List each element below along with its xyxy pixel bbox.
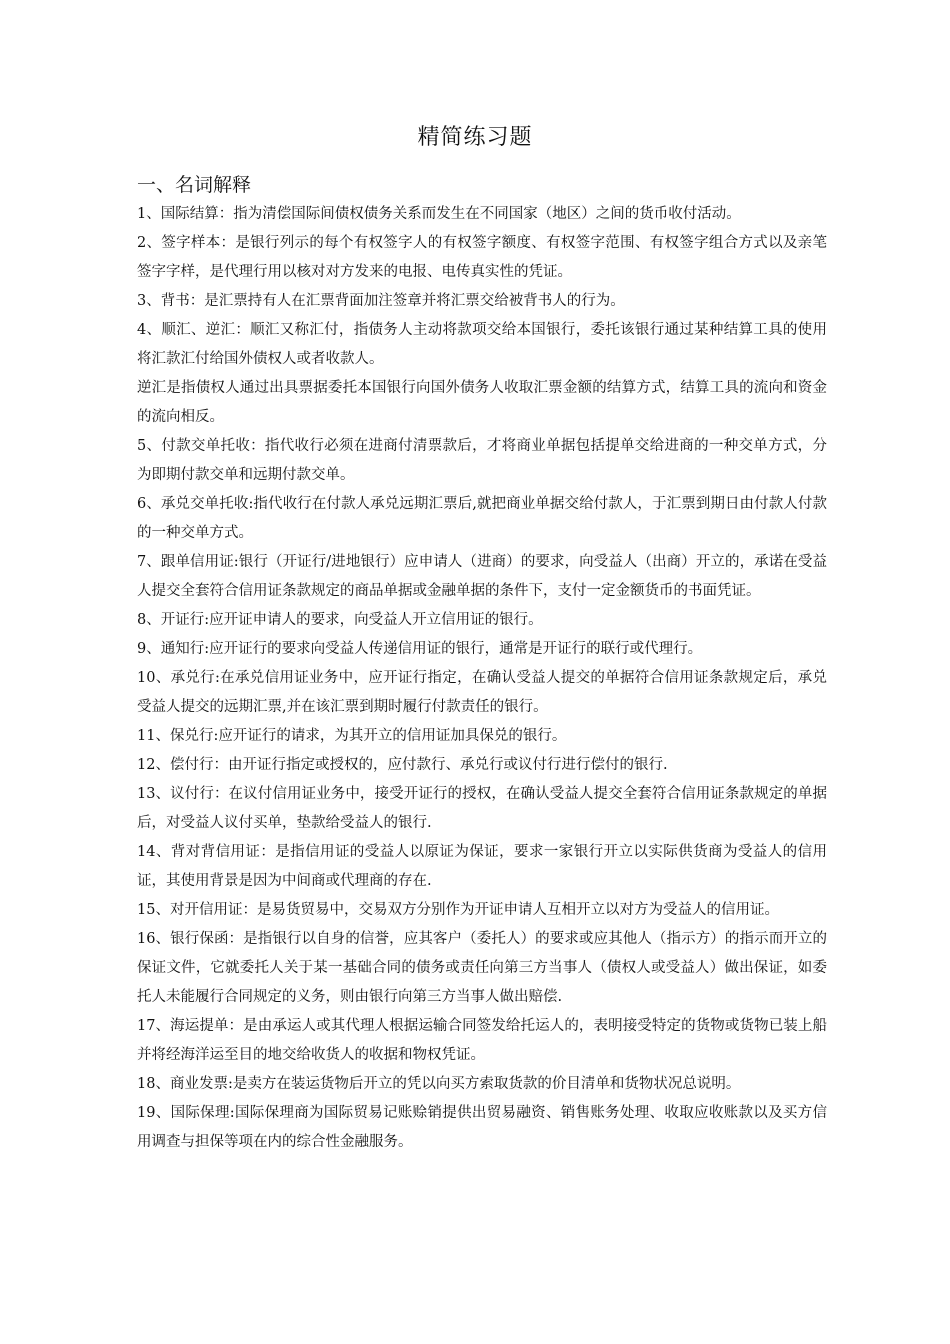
paragraph-10: 10、承兑行:在承兑信用证业务中，应开证行指定，在确认受益人提交的单据符合信用证条款规定后，承兑受益人提交的远期汇票,并在该汇票到期时履行付款责任的银行。	[137, 670, 827, 715]
paragraph-4: 4、顺汇、逆汇：顺汇又称汇付，指债务人主动将款项交给本国银行，委托该银行通过某种结算工具的使用将汇款汇付给国外债权人或者收款人。	[137, 322, 827, 367]
section-heading: 一、名词解释	[137, 174, 252, 196]
paragraph-9: 9、通知行:应开证行的要求向受益人传递信用证的银行，通常是开证行的联行或代理行。	[137, 641, 703, 657]
paragraph-11: 11、保兑行:应开证行的请求，为其开立的信用证加具保兑的银行。	[137, 728, 567, 744]
paragraph-14: 14、背对背信用证：是指信用证的受益人以原证为保证，要求一家银行开立以实际供货商为受益人的信用证，其使用背景是因为中间商或代理商的存在.	[137, 844, 827, 889]
paragraph-6: 6、承兑交单托收:指代收行在付款人承兑远期汇票后,就把商业单据交给付款人，于汇票到期日由付款人付款的一种交单方式。	[137, 496, 827, 541]
page-title: 精简练习题	[417, 125, 533, 150]
paragraph-15: 15、对开信用证：是易货贸易中，交易双方分别作为开证申请人互相开立以对方为受益人的信用证。	[137, 902, 779, 918]
paragraph-7: 7、跟单信用证:银行（开证行/进地银行）应申请人（进商）的要求，向受益人（出商）开立的，承诺在受益人提交全套符合信用证条款规定的商品单据或金融单据的条件下，支付一定金额货币的书面凭证。	[137, 554, 827, 599]
paragraph-4-continued: 逆汇是指债权人通过出具票据委托本国银行向国外债务人收取汇票金额的结算方式，结算工具的流向和资金的流向相反。	[137, 380, 827, 425]
paragraph-13: 13、议付行：在议付信用证业务中，接受开证行的授权，在确认受益人提交全套符合信用证条款规定的单据后，对受益人议付买单，垫款给受益人的银行.	[137, 786, 827, 831]
paragraph-5: 5、付款交单托收：指代收行必须在进商付清票款后，才将商业单据包括提单交给进商的一种交单方式，分为即期付款交单和远期付款交单。	[137, 438, 827, 483]
definitions-list	[137, 200, 827, 1157]
paragraph-1: 1、国际结算：指为清偿国际间债权债务关系而发生在不同国家（地区）之间的货币收付活动。	[137, 206, 741, 222]
paragraph-3: 3、背书：是汇票持有人在汇票背面加注签章并将汇票交给被背书人的行为。	[137, 293, 625, 309]
paragraph-12: 12、偿付行：由开证行指定或授权的，应付款行、承兑行或议付行进行偿付的银行.	[137, 757, 668, 773]
paragraph-8: 8、开证行:应开证申请人的要求，向受益人开立信用证的银行。	[137, 612, 543, 628]
paragraph-18: 18、商业发票:是卖方在装运货物后开立的凭以向买方索取货款的价目清单和货物状况总说明。	[137, 1076, 741, 1092]
paragraph-2: 2、签字样本：是银行列示的每个有权签字人的有权签字额度、有权签字范围、有权签字组合方式以及亲笔签字字样，是代理行用以核对对方发来的电报、电传真实性的凭证。	[137, 235, 827, 280]
paragraph-17: 17、海运提单：是由承运人或其代理人根据运输合同签发给托运人的，表明接受特定的货物或货物已装上船并将经海洋运至目的地交给收货人的收据和物权凭证。	[137, 1018, 827, 1063]
paragraph-16: 16、银行保函：是指银行以自身的信誉，应其客户（委托人）的要求或应其他人（指示方）的指示而开立的保证文件，它就委托人关于某一基础合同的债务或责任向第三方当事人（债权人或受益人）做出保证，如委托人未能履行合同规定的义务，则由银行向第三方当事人做出赔偿.	[137, 931, 827, 1005]
paragraph-19: 19、国际保理:国际保理商为国际贸易记账赊销提供出贸易融资、销售账务处理、收取应收账款以及买方信用调查与担保等项在内的综合性金融服务。	[137, 1105, 827, 1150]
